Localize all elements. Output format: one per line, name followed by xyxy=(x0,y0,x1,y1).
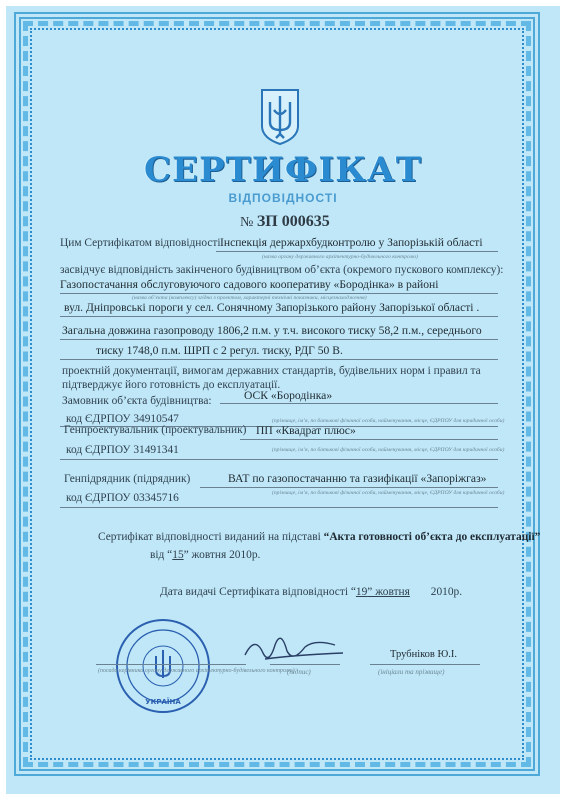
stamp-text: УКРАЇНА xyxy=(145,698,181,706)
issue-year: 2010р. xyxy=(430,586,463,598)
specs-underline-1 xyxy=(60,339,498,340)
designer-code-underline xyxy=(60,459,498,460)
basis-date xyxy=(150,549,260,561)
issuer-value: Інспекція держархбудконтролю у Запорізькій області xyxy=(220,236,483,249)
object-specs-2: тиску 1748,0 п.м. ШРП с 2 регул. тиску, РДГ 50 В. xyxy=(96,344,343,357)
coat-of-arms-trident-icon xyxy=(258,88,302,146)
compliance-line-1: проектній документації, вимогам державних стандартів, будівельних норм і правил та xyxy=(62,365,481,377)
designer-label: Генпроектувальник (проектувальник) xyxy=(64,424,247,436)
issue-day: 19 xyxy=(355,586,368,598)
designer-underline xyxy=(240,439,498,440)
contractor-note: (прізвище, ім’я, по батькові фізичної особи, найменування, місце, ЄДРПОУ для юридичної особи) xyxy=(272,490,505,496)
location-underline xyxy=(60,316,498,317)
issuer-underline xyxy=(216,251,498,252)
basis-label: Сертифікат відповідності виданий на підставі xyxy=(98,531,321,543)
object-note: (назва об’єкта (комплексу) згідно з проектом, характерні технічні показники, місцезнаходження) xyxy=(132,295,367,301)
certificate-title: СЕРТИФІКАТ xyxy=(143,150,423,190)
compliance-line-2: підтверджує його готовність до експлуатації. xyxy=(62,379,281,391)
issue-date xyxy=(160,586,462,598)
contractor-label: Генпідрядник (підрядник) xyxy=(64,473,191,485)
designer-value: ПП «Квадрат плюс» xyxy=(256,424,356,437)
basis-date-rest: ” жовтня 2010р. xyxy=(183,549,261,561)
position-underline xyxy=(96,664,246,665)
certifies-line: засвідчує відповідність закінченого будівництвом об’єкта (окремого пускового комплексу): xyxy=(60,264,504,276)
issuer-intro: Цим Сертифікатом відповідності xyxy=(60,237,221,249)
certificate-number xyxy=(240,213,330,231)
number-value: ЗП 000635 xyxy=(256,213,330,230)
signature-underline xyxy=(270,664,340,665)
basis-date-prefix: від “ xyxy=(150,549,173,561)
object-location: вул. Дніпровські пороги у сел. Сонячному Запорізького району Запорізької області . xyxy=(64,301,480,314)
contractor-code: код ЄДРПОУ 03345716 xyxy=(66,492,179,504)
stamp-position-note: (посада керівника органу державного архітектурно-будівельного контролю) xyxy=(98,668,295,674)
basis-text xyxy=(98,531,540,543)
official-stamp-seal xyxy=(113,616,213,716)
signature-note: (підпис) xyxy=(287,668,311,676)
number-prefix: № xyxy=(240,215,254,230)
customer-value: ОСК «Бородінка» xyxy=(244,389,333,402)
object-specs-1: Загальна довжина газопроводу 1806,2 п.м. у т.ч. високого тиску 58,2 п.м., середнього xyxy=(62,324,482,337)
customer-underline xyxy=(220,403,498,404)
specs-underline-2 xyxy=(60,359,498,360)
contractor-code-underline xyxy=(60,507,498,508)
certificate-subtitle: ВІДПОВІДНОСТІ xyxy=(228,191,338,205)
signer-underline xyxy=(370,664,480,665)
object-name: Газопостачання обслуговуючого садового кооперативу «Бородінка» в районі xyxy=(60,278,439,291)
contractor-underline xyxy=(200,487,498,488)
issuer-note: (назва органу державного архітектурно-будівельного контролю) xyxy=(262,254,418,260)
signer-name: Трубніков Ю.І. xyxy=(390,649,458,660)
designer-code: код ЄДРПОУ 31491341 xyxy=(66,444,179,456)
object-underline xyxy=(60,293,498,294)
contractor-value: ВАТ по газопостачанню та газифікації «Запоріжгаз» xyxy=(228,472,487,485)
signer-note: (ініціали та прізвище) xyxy=(378,668,445,676)
issue-month: ” жовтня xyxy=(367,586,410,598)
issue-label: Дата видачі Сертифіката відповідності “ xyxy=(160,586,356,598)
basis-document: “Акта готовності об’єкта до експлуатації” xyxy=(323,531,541,543)
designer-note: (прізвище, ім’я, по батькові фізичної особи, найменування, місце, ЄДРПОУ для юридичної особи) xyxy=(272,447,505,453)
customer-note: (прізвище, ім’я, по батькові фізичної особи, найменування, місце, ЄДРПОУ для юридичної особи) xyxy=(272,418,505,424)
customer-label: Замовник об’єкта будівництва: xyxy=(62,395,212,407)
basis-date-day: 15 xyxy=(172,549,184,561)
customer-code: код ЄДРПОУ 34910547 xyxy=(66,413,179,425)
